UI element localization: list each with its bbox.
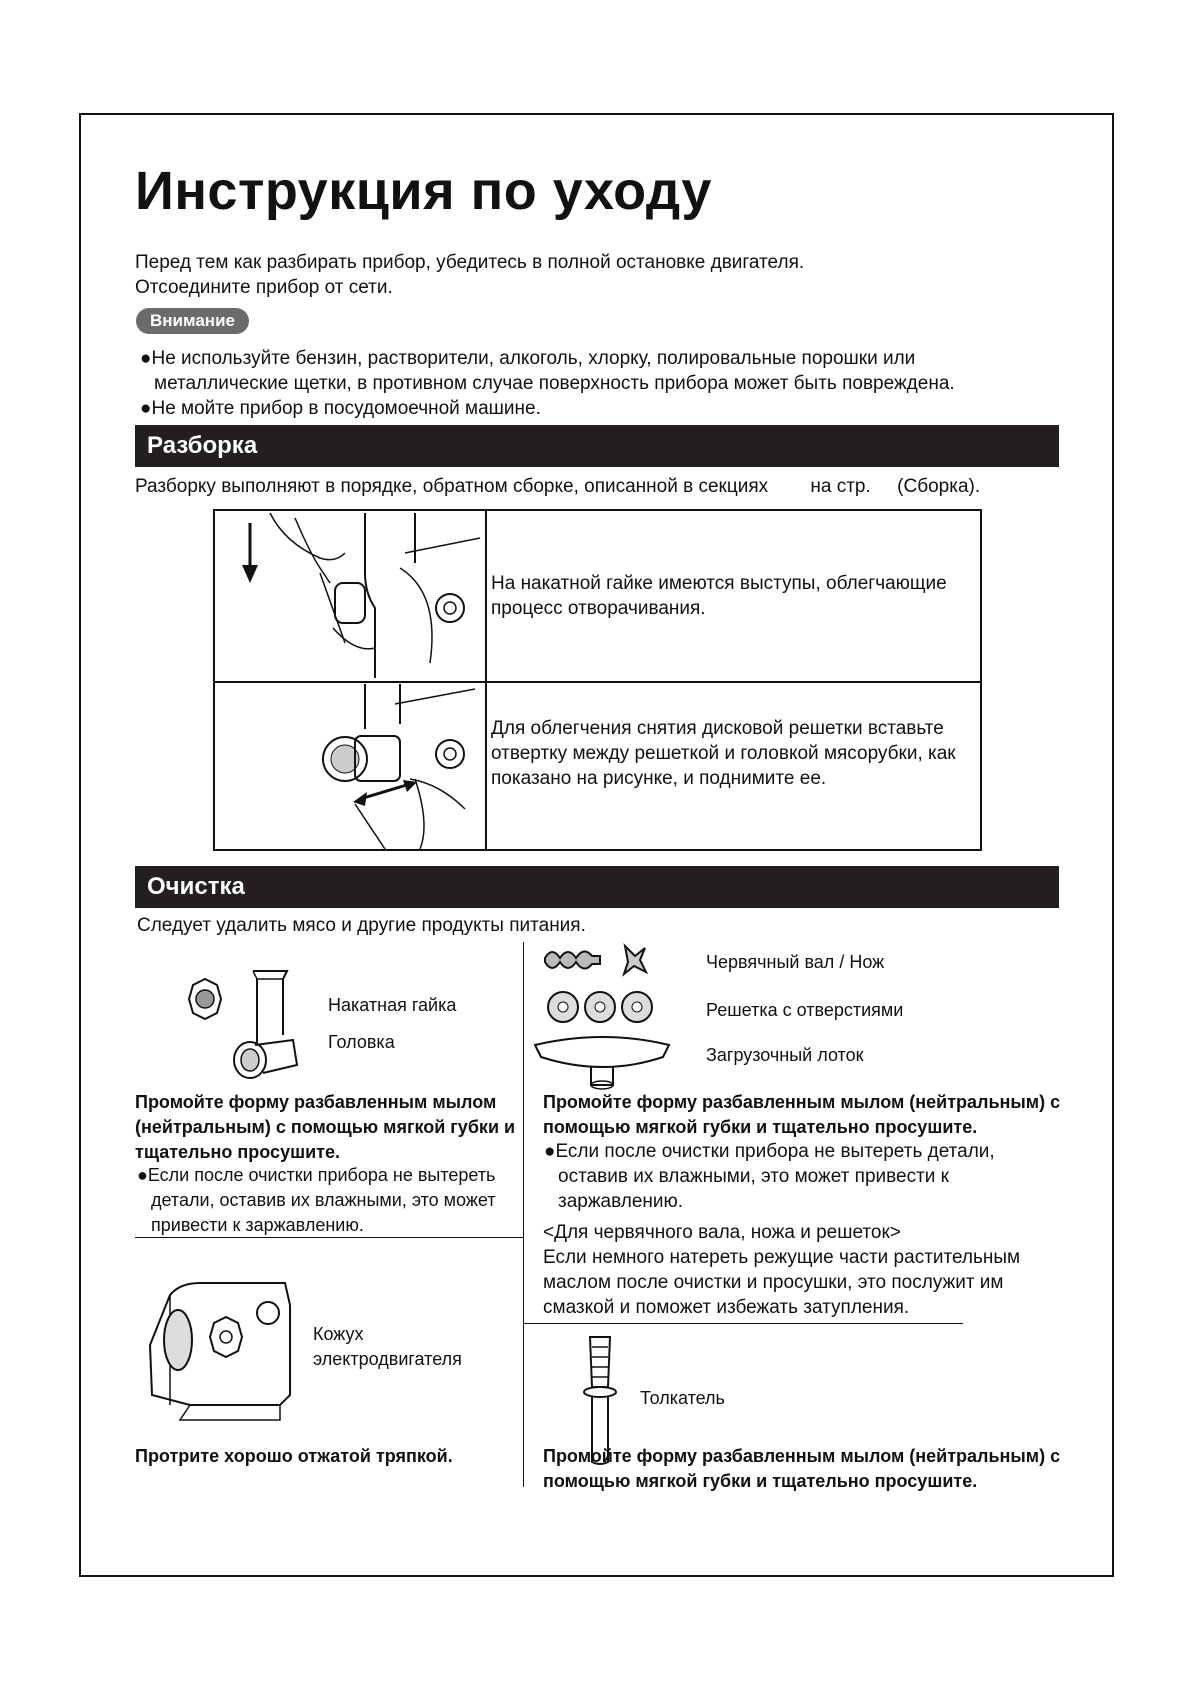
left-note-text: ●Если после очистки прибора не вытереть детали, оставив их влажными, это может привести к заржавлению. bbox=[137, 1165, 496, 1235]
disassembly-row2-text: Для облегчения снятия дисковой решетки вставьте отвертку между решеткой и головкой мясорубки, как показано на рисунке, и поднимите ее. bbox=[491, 718, 956, 789]
left-wipe-text: Протрите хорошо отжатой тряпкой. bbox=[135, 1446, 453, 1466]
right-sub-heading: <Для червячного вала, ножа и решеток> bbox=[543, 1222, 901, 1243]
right-oil-text: Если немного натереть режущие части растительным маслом после очистки и просушки, это послужит им смазкой и поможет избежать затупления. bbox=[543, 1247, 1021, 1318]
nut-removal-illustration bbox=[225, 513, 480, 678]
label-plate: Решетка с отверстиями bbox=[706, 1000, 904, 1020]
intro-line-1: Перед тем как разбирать прибор, убедитесь в полной остановке двигателя. bbox=[135, 252, 805, 273]
caution-bullet-2: ●Не мойте прибор в посудомоечной машине. bbox=[140, 398, 541, 419]
intro-line-2: Отсоедините прибор от сети. bbox=[135, 277, 393, 298]
motor-housing-illustration bbox=[140, 1275, 300, 1425]
cleaning-intro: Следует удалить мясо и другие продукты питания. bbox=[137, 915, 586, 936]
label-pusher: Толкатель bbox=[640, 1388, 725, 1408]
plate-removal-illustration bbox=[225, 684, 480, 849]
right-wash2-text: Промойте форму разбавленным мылом (нейтральным) с помощью мягкой губки и тщательно просушите. bbox=[543, 1446, 1061, 1491]
label-motor-1: Кожух bbox=[313, 1324, 364, 1344]
caution-badge: Внимание bbox=[136, 308, 249, 334]
disassembly-text: Разборку выполняют в порядке, обратном сборке, описанной в секциях на стр. (Сборка). bbox=[135, 476, 981, 497]
right-divider bbox=[523, 1323, 963, 1324]
cleaning-heading: Очистка bbox=[135, 866, 1059, 908]
disassembly-table bbox=[213, 509, 982, 851]
disassembly-row1-text: На накатной гайке имеются выступы, облегчающие процесс отворачивания. bbox=[491, 573, 947, 619]
label-nut: Накатная гайка bbox=[328, 995, 457, 1015]
left-wash-text: Промойте форму разбавленным мылом (нейтральным) с помощью мягкой губки и тщательно просушите. bbox=[135, 1092, 516, 1162]
label-tray: Загрузочный лоток bbox=[706, 1045, 864, 1065]
right-wash-text: Промойте форму разбавленным мылом (нейтральным) с помощью мягкой губки и тщательно просушите. bbox=[543, 1092, 1061, 1137]
label-worm-knife: Червячный вал / Нож bbox=[706, 952, 885, 972]
disassembly-heading: Разборка bbox=[135, 425, 1059, 467]
label-motor-2: электродвигателя bbox=[313, 1349, 462, 1369]
plates-illustration bbox=[545, 985, 655, 1030]
worm-knife-illustration bbox=[540, 940, 650, 982]
tray-illustration bbox=[533, 1033, 673, 1093]
nut-and-head-illustration bbox=[185, 965, 300, 1080]
label-head: Головка bbox=[328, 1032, 395, 1052]
right-note-text: ●Если после очистки прибора не вытереть детали, оставив их влажными, это может привести к заржавлению. bbox=[544, 1141, 995, 1212]
page-title: Инструкция по уходу bbox=[135, 161, 712, 221]
caution-bullet-1: ●Не используйте бензин, растворители, алкоголь, хлорку, полировальные порошки или металлические щетки, в противном случае поверхность прибора может быть повреждена. bbox=[140, 348, 955, 394]
